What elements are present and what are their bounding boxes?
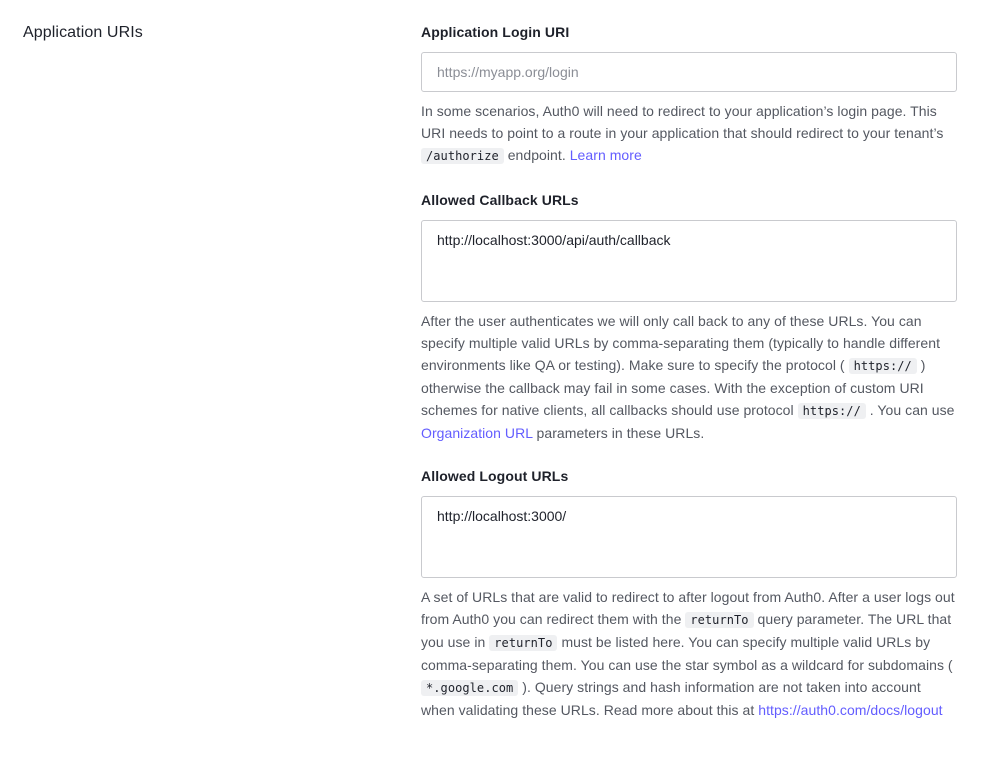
organization-url-link[interactable]: Organization URL [421,425,533,441]
logout-help-text-4: ). Query strings and hash information are not taken into account when validating these URLs. Read more about this at [421,679,921,718]
logout-docs-link[interactable]: https://auth0.com/docs/logout [758,702,943,718]
login-uri-help [421,100,957,167]
login-uri-help-text-2: endpoint. [507,147,566,163]
logout-help-text: A set of URLs that are valid to redirect to after logout from Auth0. After a user logs out from Auth0 you can redirect them with the [421,589,955,627]
callback-urls-textarea[interactable] [421,220,957,302]
wildcard-code: *.google.com [421,680,518,696]
callback-urls-help [421,310,957,444]
section-title: Application URIs [23,24,143,41]
logout-urls-label: Allowed Logout URLs [421,468,569,484]
https-code-2: https:// [798,403,866,419]
logout-help-text-3: must be listed here. You can specify multiple valid URLs by comma-separating them. You can use the star symbol as a wildcard for subdomains ( [421,634,953,673]
logout-help-text-2: query parameter. The URL that you use in [421,611,952,650]
authorize-code: /authorize [421,148,504,164]
returnto-code: returnTo [685,612,753,628]
logout-urls-textarea[interactable] [421,496,957,578]
login-uri-input[interactable] [421,52,957,92]
https-code: https:// [849,358,917,374]
login-uri-help-text: In some scenarios, Auth0 will need to redirect to your application’s login page. This URI needs to point to a route in your application that should redirect to your tenant’s [421,103,944,141]
learn-more-link[interactable]: Learn more [569,147,642,163]
callback-urls-label: Allowed Callback URLs [421,192,579,208]
returnto-code-2: returnTo [489,635,557,651]
login-uri-label: Application Login URI [421,24,570,40]
callback-help-text-2: ) otherwise the callback may fail in some cases. With the exception of custom URI schemes for native clients, all callbacks should use protocol [421,357,926,418]
logout-urls-help [421,586,957,721]
callback-help-text-3: . You can use [869,402,955,418]
callback-help-text-4: parameters in these URLs. [536,425,705,441]
callback-help-text: After the user authenticates we will only call back to any of these URLs. You can specify multiple valid URLs by comma-separating them (typically to handle different environments like QA or testing). Make sure to specify the protocol ( [421,313,941,373]
